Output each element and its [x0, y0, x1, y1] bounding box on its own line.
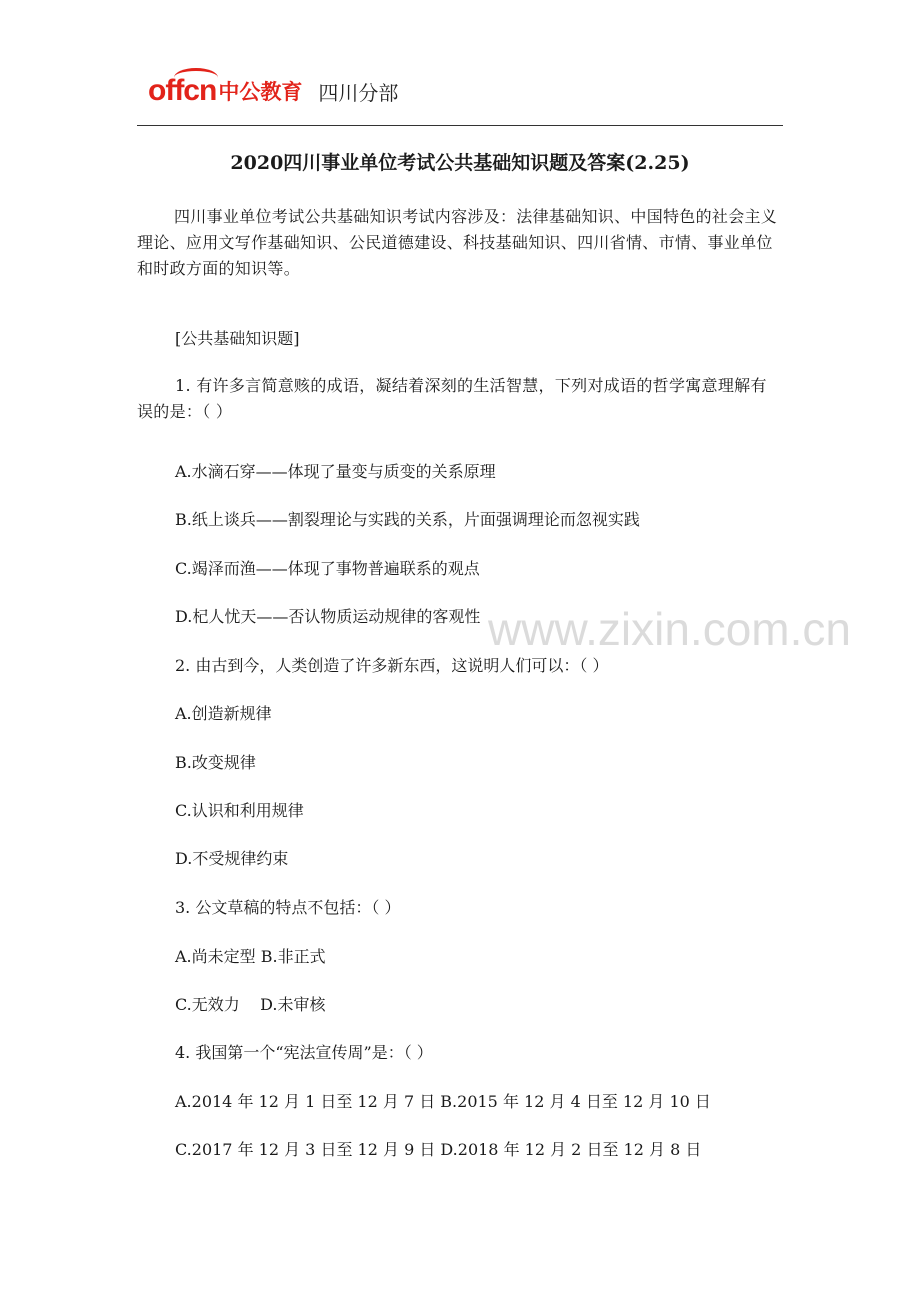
logo-latin-text: offcn: [148, 74, 217, 107]
question-3-options-ab: A.尚未定型 B.非正式: [175, 947, 326, 966]
header: [148, 66, 398, 116]
question-2-option-c: C.认识和利用规律: [175, 801, 304, 820]
question-2-option-a: A.创造新规律: [175, 704, 272, 723]
document-title: 2020四川事业单位考试公共基础知识题及答案(2.25): [230, 152, 690, 174]
question-4-options-cd: C.2017 年 12 月 3 日至 12 月 9 日 D.2018 年 12 月 2 日至 12 月 8 日: [175, 1140, 702, 1159]
question-4-stem: 4. 我国第一个“宪法宣传周”是：（ ）: [175, 1043, 433, 1062]
watermark: www.zixin.com.cn: [488, 603, 851, 655]
question-2-stem: 2. 由古到今，人类创造了许多新东西，这说明人们可以：（ ）: [175, 656, 609, 675]
logo-chinese-text: 中公教育: [218, 80, 303, 104]
question-4-options-ab: A.2014 年 12 月 1 日至 12 月 7 日 B.2015 年 12 月 4 日至 12 月 10 日: [175, 1092, 711, 1111]
offcn-logo: [148, 74, 216, 108]
question-1-option-a: A.水滴石穿——体现了量变与质变的关系原理: [175, 462, 496, 481]
question-1-option-d: D.杞人忧天——否认物质运动规律的客观性: [175, 607, 481, 626]
logo-arc-icon: [174, 68, 218, 87]
question-3-stem: 3. 公文草稿的特点不包括：（ ）: [175, 898, 401, 917]
question-1-option-c: C.竭泽而渔——体现了事物普遍联系的观点: [175, 559, 480, 578]
intro-paragraph: 四川事业单位考试公共基础知识考试内容涉及：法律基础知识、中国特色的社会主义理论、应用文写作基础知识、公民道德建设、科技基础知识、四川省情、市情、事业单位和时政方面的知识等。: [137, 207, 778, 278]
question-1-stem: 1. 有许多言简意赅的成语，凝结着深刻的生活智慧，下列对成语的哲学寓意理解有误的是：（ ）: [137, 376, 767, 421]
header-divider: [137, 125, 783, 126]
question-2-option-d: D.不受规律约束: [175, 849, 289, 868]
question-3-options-cd: C.无效力 D.未审核: [175, 995, 326, 1014]
section-heading: [公共基础知识题]: [175, 329, 300, 348]
question-1-option-b: B.纸上谈兵——割裂理论与实践的关系，片面强调理论而忽视实践: [175, 510, 640, 529]
question-2-option-b: B.改变规律: [175, 753, 256, 772]
branch-label: 四川分部: [318, 80, 399, 105]
